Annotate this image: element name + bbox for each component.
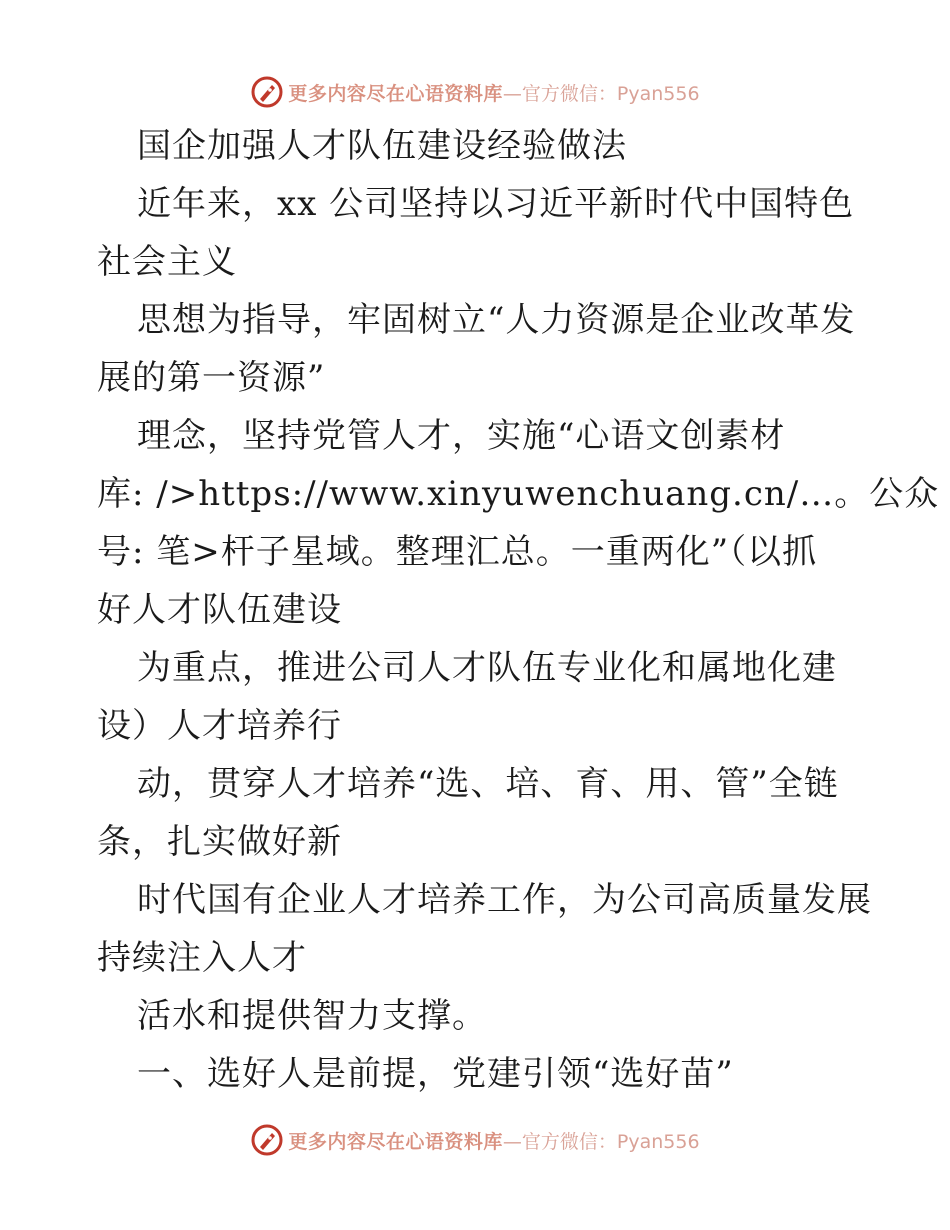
paragraph-line: 号: 笔>杆子星域。整理汇总。一重两化”（以抓 bbox=[97, 532, 818, 572]
paragraph-line: 库: />https://www.xinyuwenchuang.cn/…。公众 bbox=[97, 474, 940, 514]
document-body bbox=[97, 117, 940, 1103]
paragraph-line: 为重点，推进公司人才队伍专业化和属地化建 bbox=[137, 648, 837, 688]
paragraph-line: 思想为指导，牢固树立“人力资源是企业改革发 bbox=[137, 300, 856, 340]
document-title: 国企加强人才队伍建设经验做法 bbox=[137, 126, 627, 166]
banner-main-text: 更多内容尽在心语资料库 bbox=[288, 1130, 503, 1153]
paragraph-line: 理念，坚持党管人才，实施“心语文创素材 bbox=[137, 416, 786, 456]
paragraph-line: 社会主义 bbox=[97, 242, 237, 282]
paragraph-line: 一、选好人是前提，党建引领“选好苗” bbox=[137, 1054, 734, 1094]
paragraph-line: 时代国有企业人才培养工作，为公司高质量发展 bbox=[137, 880, 872, 920]
banner-wechat-text: —官方微信：Pyan556 bbox=[502, 82, 700, 105]
paragraph-line: 设）人才培养行 bbox=[97, 706, 342, 746]
paragraph-line: 好人才队伍建设 bbox=[97, 590, 342, 630]
paragraph-line: 近年来，xx 公司坚持以习近平新时代中国特色 bbox=[137, 184, 855, 224]
paragraph-line: 展的第一资源” bbox=[97, 358, 326, 398]
footer-banner bbox=[0, 1118, 950, 1162]
header-banner bbox=[0, 70, 950, 114]
banner-wechat-text: —官方微信：Pyan556 bbox=[502, 1130, 700, 1153]
paragraph-line: 动，贯穿人才培养“选、培、育、用、管”全链 bbox=[137, 764, 839, 804]
paragraph-line: 持续注入人才 bbox=[97, 938, 307, 978]
paragraph-line: 条，扎实做好新 bbox=[97, 822, 342, 862]
pen-nib-logo-icon bbox=[250, 1123, 284, 1157]
banner-main-text: 更多内容尽在心语资料库 bbox=[288, 82, 503, 105]
pen-nib-logo-icon bbox=[250, 75, 284, 109]
paragraph-line: 活水和提供智力支撑。 bbox=[137, 996, 487, 1036]
